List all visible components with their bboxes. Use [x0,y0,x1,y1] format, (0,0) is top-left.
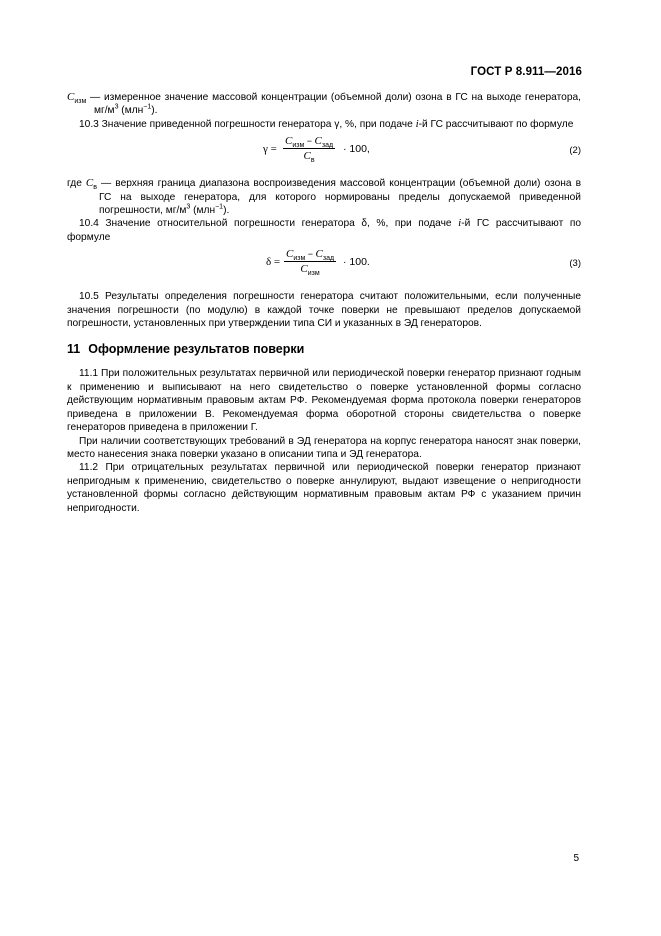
definition-text: (млн [118,105,144,117]
symbol-subscript: изм [293,255,306,263]
symbol-c: C [285,135,293,148]
formula-lhs: γ = [263,143,277,156]
formula-rhs: · 100, [343,143,370,156]
document-body [67,91,581,515]
paragraph-10-5: 10.5 Результаты определения погрешности генератора считают положительными, если полученные значения погрешности (по модулю) в каждой точке поверки не превышают пределов допускаемой погрешности, установленных при утверждении типа СИ и указанных в ЭД генераторов. [67,291,581,330]
definition-text: ). [223,205,230,217]
definition-text: — верхняя граница диапазона воспроизведения массовой концентрации (объемной доли) озона в ГС на выходе генератора, для которого нормированы пределы допускаемой приведенной погрешности, мг/м [96,178,581,217]
symbol-subscript: зад [321,142,334,150]
fraction-denominator [300,262,319,276]
formula-fraction [283,135,335,163]
unit-superscript: −1 [215,203,224,211]
paragraph-text: 10.4 Значение относительной погрешности генератора δ, %, при подаче [79,218,459,230]
fraction-numerator [284,248,336,262]
paragraph-text: -й ГС рассчитывают по формуле [418,118,574,130]
symbol-subscript: изм [307,270,320,278]
operator: − [304,136,315,147]
formula-rhs: · 100. [343,256,370,269]
prefix-text: где [67,178,86,190]
symbol-subscript: изм [74,98,87,106]
formula-2 [67,135,581,173]
symbol-c: C [300,263,308,276]
symbol-c: C [315,248,323,261]
definition-text: ). [151,105,158,117]
symbol-c: C [67,91,75,103]
symbol-c: C [286,248,294,261]
fraction-numerator [283,135,335,149]
paragraph-11-1: 11.1 При положительных результатах первичной или периодической поверки генератор признают годным к применению и выписывают на него свидетельство о поверке установленной формы согласно действующим нормативным правовым актам РФ. Рекомендуемая форма протокола поверки генераторов приведена в приложении В. Рекомендуемая форма оборотной стороны свидетельства о поверке генераторов приведена в приложении Г. [67,368,581,434]
page-number: 5 [573,853,579,864]
symbol-subscript: изм [292,142,305,150]
paragraph-10-3 [67,118,581,131]
unit-superscript: 3 [114,104,119,112]
formula-3 [67,248,581,286]
fraction-denominator [304,149,315,163]
section-number: 11 [67,342,81,357]
paragraph-11-2: 11.2 При отрицательных результатах первичной или периодической поверки генератор признают непригодным к применению, свидетельство о поверке аннулируют, выдают извещение о непригодности установленной формы согласно действующим нормативным правовым актам РФ с указанием причин непригодности. [67,462,581,514]
standard-header: ГОСТ Р 8.911—2016 [470,66,582,78]
symbol-subscript: в [93,184,97,192]
symbol-c: C [85,177,94,190]
unit-superscript: 3 [186,203,191,211]
equation-number: (3) [569,258,581,270]
index-i: i [458,217,462,230]
definition-text: — измеренное значение массовой концентрации (объемной доли) озона в ГС на выходе генератора, мг/м [86,92,581,117]
definition-c-izm [67,91,581,118]
unit-superscript: −1 [143,104,152,112]
paragraph-11-1-continued: При наличии соответствующих требований в ЭД генератора на корпус генератора наносят знак поверки, место нанесения знака поверки указано в описании типа и ЭД генератора. [67,435,581,460]
symbol-subscript: зад [322,255,335,263]
formula-lhs: δ = [266,256,281,269]
symbol-c: C [303,150,311,163]
index-i: i [415,117,419,130]
operator: − [305,249,316,260]
section-heading [67,342,581,357]
paragraph-text: 10.3 Значение приведенной погрешности генератора γ, %, при подаче [79,118,416,130]
paragraph-10-4 [67,217,581,244]
section-title: Оформление результатов поверки [88,342,305,357]
formula-fraction [284,248,336,276]
definition-c-v [67,177,581,217]
symbol-c: C [314,135,322,148]
definition-text: (млн [190,205,216,217]
symbol-subscript: в [310,157,315,165]
equation-number: (2) [569,145,581,157]
paragraph-text: -й ГС рассчитывают по формуле [67,218,582,243]
